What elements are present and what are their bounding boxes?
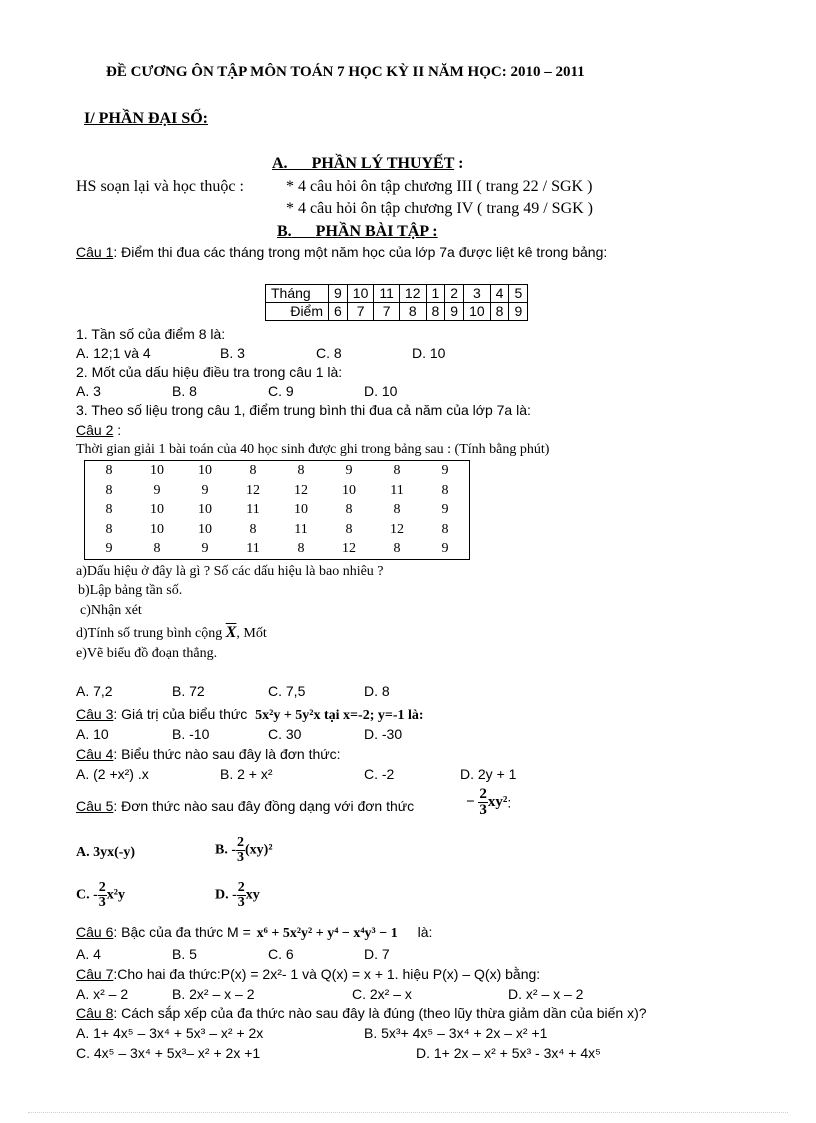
option-b: B. 2x² – x – 2 [172,986,255,1002]
table-row [266,303,528,321]
table-cell: 9 [105,541,113,556]
question-6 [76,924,432,942]
question-2-part-b: b)Lập bảng tần số. [78,583,183,598]
table-row [85,500,469,520]
table-cell: 9 [329,285,348,303]
table-cell: 9 [201,541,209,556]
table-cell: 8 [490,303,509,321]
section-a-colon: : [458,155,464,172]
question-8-label: Câu 8 [76,1005,114,1021]
option-a: A. 1+ 4x⁵ – 3x⁴ + 5x³ – x² + 2x [76,1025,264,1041]
table-cell: 8 [153,541,161,556]
table-cell: 12 [390,521,404,537]
fraction: $\frac{2}{3}$ [237,835,244,865]
option-d: D. 8 [364,683,390,699]
question-3-text: : Giá trị của biểu thức [113,706,248,722]
table-cell: 9 [201,482,209,498]
option-c: C. 7,5 [268,683,306,699]
table-cell: 9 [345,463,353,478]
option-a: A. 7,2 [76,683,113,699]
table-cell: 10 [150,502,164,517]
option-c: C. 6 [268,946,294,962]
table-cell: 10 [294,502,308,517]
table-cell: 9 [445,303,464,321]
table-cell: 5 [509,285,528,303]
option-c: C. -2 [364,766,395,782]
question-2-part-e: e)Vẽ biểu đồ đoạn thẳng. [76,646,218,661]
option-b: B. 8 [172,383,197,399]
option-c: C. 8 [316,345,342,361]
table-cell: 12 [342,541,356,556]
table-cell: 7 [347,303,374,321]
table-cell: 11 [294,521,308,537]
question-3-expression: 5x²y + 5y²x tại x=-2; y=-1 là: [255,708,424,723]
question-4-text: : Biểu thức nào sau đây là đơn thức: [113,746,341,762]
section-b-heading [277,223,438,241]
option-a: A. 3yx(-y) [76,845,136,860]
month-score-table [265,284,528,321]
table-cell: 8 [105,482,113,498]
table-cell: 10 [347,285,374,303]
option-b: B. 2 + x² [220,766,273,782]
question-2-part-a: a)Dấu hiệu ở đây là gì ? Số các dấu hiệu là bao nhiêu ? [76,564,384,579]
table-cell: 8 [393,541,401,556]
table-cell: 4 [490,285,509,303]
option-c: C. 4x⁵ – 3x⁴ + 5x³– x² + 2x +1 [76,1045,261,1061]
table-cell: 8 [393,502,401,517]
time-table [84,460,470,560]
option-a: A. 12;1 và 4 [76,345,151,361]
table-cell: 9 [441,463,449,478]
option-d: D. 1+ 2x – x² + 5x³ - 3x⁴ + 4x⁵ [416,1045,601,1061]
question-7 [76,966,540,982]
table-cell: 9 [153,482,161,498]
table-row [85,461,469,481]
table-cell: 12 [294,482,308,498]
table-cell: 10 [342,482,356,498]
table-cell: 10 [150,463,164,478]
question-1-sub-2: 2. Mốt của dấu hiệu điều tra trong câu 1 là: [76,364,343,380]
question-3 [76,706,424,724]
table-cell: 8 [399,303,426,321]
part-heading: I/ PHẦN ĐẠI SỐ: [84,110,209,127]
option-b: B. 5 [172,946,197,962]
section-a-heading [272,155,463,173]
section-b-title: PHẦN BÀI TẬP : [315,223,438,240]
option-a: A. x² – 2 [76,986,129,1002]
question-6-label: Câu 6 [76,924,114,940]
table-cell: 11 [374,285,400,303]
table-cell: 9 [509,303,528,321]
table-cell: 11 [246,502,260,517]
option-d: D. 10 [412,345,446,361]
question-2-part-d-suffix: , Mốt [236,626,267,641]
option-c: C. 2x² – x [352,986,412,1002]
table-cell: 12 [399,285,426,303]
table-cell: 8 [393,463,401,478]
table-cell: 11 [390,482,404,498]
option-c: C. - $\frac{2}{3}$ x²y [76,880,125,910]
fraction: $\frac{2}{3}$ [98,880,106,910]
table-cell: 10 [198,463,212,478]
question-7-label: Câu 7 [76,966,114,982]
question-5 [76,798,414,814]
fraction: $\frac{2}{3}$ [479,786,487,818]
table-cell: 7 [374,303,400,321]
table-cell: 8 [441,482,449,498]
table-cell: 12 [246,482,260,498]
theory-item-1: * 4 câu hỏi ôn tập chương III ( trang 22 / SGK ) [286,178,593,195]
minus-sign: − [466,794,475,810]
question-4 [76,746,341,762]
table-header-cell: Điểm [266,303,329,321]
option-a: A. 3 [76,383,101,399]
table-cell: 8 [345,521,353,537]
table-cell: 8 [249,521,257,537]
section-b-letter: B. [277,223,292,240]
question-2-label-suffix: : [113,422,122,438]
question-2 [76,422,121,438]
table-cell: 8 [426,303,445,321]
table-cell: 9 [441,502,449,517]
table-cell: 8 [249,463,257,478]
question-6-text: : Bậc của đa thức M = [113,924,251,940]
section-a-letter: A. [272,155,288,172]
table-cell: 10 [464,303,491,321]
page-bottom-rule [28,1112,788,1113]
page-title: ĐỀ CƯƠNG ÔN TẬP MÔN TOÁN 7 HỌC KỲ II NĂM HỌC: 2010 – 2011 [106,64,585,80]
option-d: D. x² – x – 2 [508,986,584,1002]
question-3-label: Câu 3 [76,706,114,722]
time-table-body [85,461,469,559]
option-d: D. 2y + 1 [460,766,517,782]
question-6-expression: x⁶ + 5x²y² + y⁴ − x⁴y³ − 1 [256,926,398,941]
table-cell: 8 [345,502,353,517]
option-b: B. 3 [220,345,245,361]
table-cell: 8 [297,541,305,556]
table-cell: 11 [246,541,260,556]
question-6-suffix: là: [417,924,433,940]
section-a-title: PHẦN LÝ THUYẾT [311,155,455,172]
option-b: B. 72 [172,683,205,699]
table-cell: 8 [105,463,113,478]
theory-item-2: * 4 câu hỏi ôn tập chương IV ( trang 49 / SGK ) [286,200,594,217]
table-row [266,285,528,303]
question-1-sub-3: 3. Theo số liệu trong câu 1, điểm trung bình thi đua cả năm của lớp 7a là: [76,402,531,418]
table-header-cell: Tháng [266,285,329,303]
fraction: $\frac{2}{3}$ [237,880,245,910]
table-cell: 10 [198,521,212,537]
table-cell: 8 [297,463,305,478]
option-d: D. 10 [364,383,398,399]
question-5-text: : Đơn thức nào sau đây đồng dạng với đơn thức [113,798,415,814]
table-cell: 8 [105,521,113,537]
table-cell: 9 [441,541,449,556]
table-cell: 3 [464,285,491,303]
option-c: C. 9 [268,383,294,399]
theory-intro: HS soạn lại và học thuộc : [76,178,244,195]
table-row [85,539,469,559]
question-1-label: Câu 1 [76,244,114,260]
table-row [85,520,469,540]
table-row [85,481,469,501]
option-d: D. - $\frac{2}{3}$ xy [215,880,260,910]
option-b: B. - $\frac{2}{3}$ (xy)² [215,835,273,865]
question-5-monomial: − $\frac{2}{3}$ xy²: [466,786,512,818]
question-8 [76,1005,647,1021]
table-cell: 8 [105,502,113,517]
question-2-text: Thời gian giải 1 bài toán của 40 học sinh được ghi trong bảng sau : (Tính bằng phút) [76,442,550,457]
table-cell: 10 [150,521,164,537]
question-1-sub-1: 1. Tần số của điểm 8 là: [76,326,226,342]
question-5-label: Câu 5 [76,798,114,814]
question-2-label: Câu 2 [76,422,114,438]
table-cell: 10 [198,502,212,517]
question-2-part-d-text: d)Tính số trung bình cộng [76,626,223,641]
question-8-text: : Cách sắp xếp của đa thức nào sau đây là đúng (theo lũy thừa giảm dần của biến x)? [113,1005,647,1021]
option-a: A. 4 [76,946,101,962]
option-d: D. -30 [364,726,403,742]
table-cell: 8 [441,521,449,537]
option-a: A. 10 [76,726,109,742]
option-a: A. (2 +x²) .x [76,766,149,782]
option-c: C. 30 [268,726,302,742]
option-d: D. 7 [364,946,390,962]
question-2-part-c: c)Nhận xét [80,603,142,618]
option-b: B. 5x³+ 4x⁵ – 3x⁴ + 2x – x² +1 [364,1025,548,1041]
question-1-text: : Điểm thi đua các tháng trong một năm học của lớp 7a được liệt kê trong bảng: [113,244,608,260]
mean-symbol: $\overline{X}$ [225,624,237,641]
option-b: B. -10 [172,726,210,742]
question-7-text: :Cho hai đa thức:P(x) = 2x²- 1 và Q(x) = x + 1. hiệu P(x) – Q(x) bằng: [113,966,541,982]
table-cell: 1 [426,285,445,303]
table-cell: 6 [329,303,348,321]
question-4-label: Câu 4 [76,746,114,762]
table-cell: 2 [445,285,464,303]
question-1 [76,244,607,260]
question-2-part-d [76,624,267,642]
